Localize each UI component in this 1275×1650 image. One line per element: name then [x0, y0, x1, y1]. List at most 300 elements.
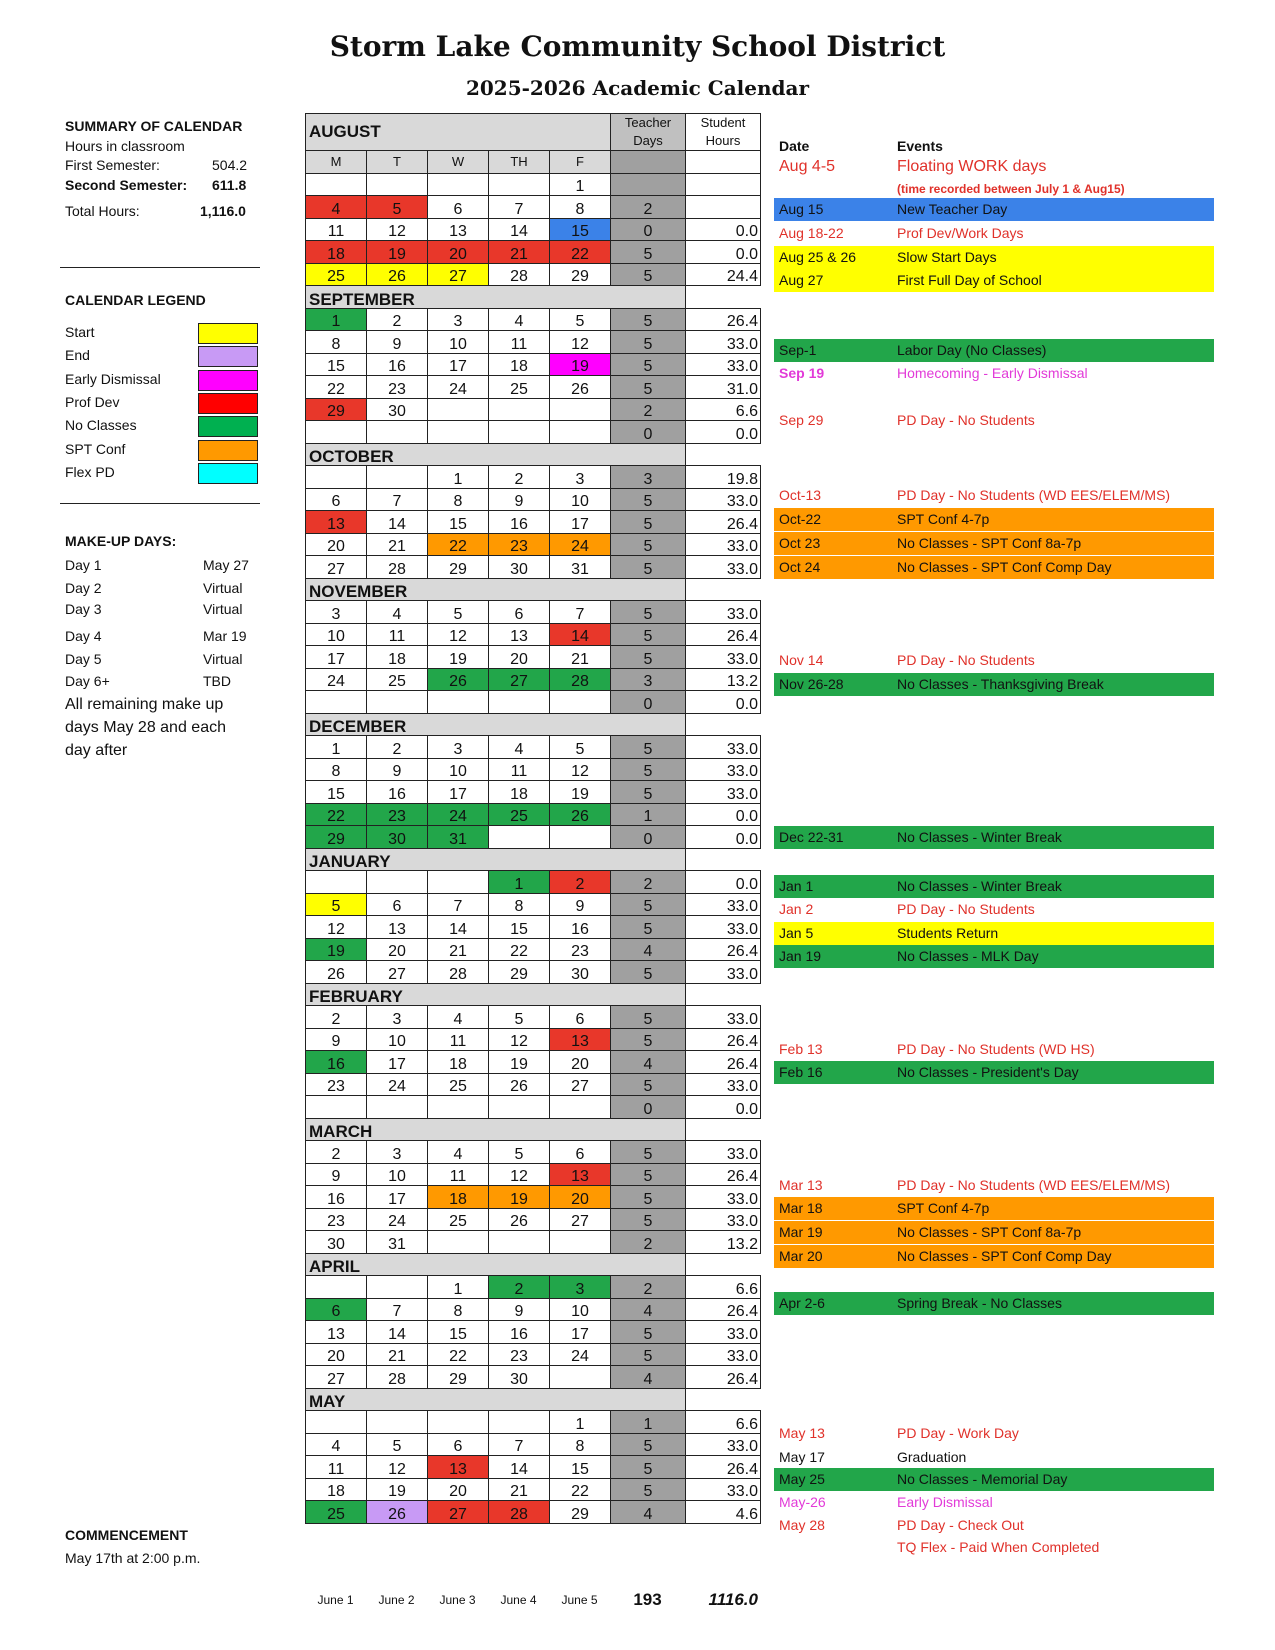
day-cell: [428, 398, 489, 421]
teacher-days-cell: 2: [611, 1276, 686, 1299]
week-row: [306, 196, 761, 219]
student-hours-cell: 33.0: [686, 961, 761, 984]
day-cell: 31: [367, 1231, 428, 1254]
day-cell: [428, 1096, 489, 1119]
teacher-days-cell: 5: [611, 1321, 686, 1344]
day-cell: 21: [489, 1478, 550, 1501]
day-cell: [367, 871, 428, 894]
day-cell: 10: [428, 331, 489, 354]
student-header-line: Student: [700, 115, 746, 130]
event-row: [774, 1197, 1214, 1220]
week-row: [306, 1501, 761, 1524]
day-cell: 18: [489, 781, 550, 804]
week-row: [306, 1163, 761, 1186]
event-date: Sep 19: [779, 365, 825, 381]
event-row: [774, 1221, 1214, 1244]
day-cell: 6: [489, 601, 550, 624]
month-name: JANUARY: [306, 848, 686, 871]
student-hours-cell: 26.4: [686, 1366, 761, 1389]
event-name: Students Return: [897, 925, 999, 941]
teacher-days-cell: 5: [611, 511, 686, 534]
day-cell: 28: [489, 263, 550, 286]
day-cell: 12: [550, 758, 611, 781]
event-name: PD Day - No Students: [897, 652, 1035, 668]
week-row: [306, 421, 761, 444]
day-cell: 23: [489, 533, 550, 556]
day-cell: 11: [489, 758, 550, 781]
teacher-days-cell: 5: [611, 241, 686, 264]
event-date: Apr 2-6: [779, 1295, 825, 1311]
event-row: [774, 269, 1214, 292]
makeup-day: Day 4: [65, 628, 102, 644]
day-cell: 28: [367, 556, 428, 579]
day-cell: 2: [489, 1276, 550, 1299]
day-cell: 30: [489, 556, 550, 579]
legend-swatch: [198, 463, 258, 484]
day-cell: 14: [428, 916, 489, 939]
event-row: [774, 826, 1214, 849]
student-hours-cell: 26.4: [686, 938, 761, 961]
week-row: [306, 1478, 761, 1501]
day-cell: 22: [550, 241, 611, 264]
day-cell: 24: [306, 668, 367, 691]
teacher-days-cell: 0: [611, 691, 686, 714]
day-cell: [367, 1411, 428, 1434]
day-cell: [550, 826, 611, 849]
day-cell: [367, 1096, 428, 1119]
day-cell: 27: [428, 263, 489, 286]
month-row: [306, 578, 761, 601]
day-cell: 20: [489, 646, 550, 669]
day-cell: 19: [489, 1051, 550, 1074]
day-cell: 21: [550, 646, 611, 669]
event-name: No Classes - President's Day: [897, 1064, 1079, 1080]
day-cell: 10: [306, 623, 367, 646]
event-date: Dec 22-31: [779, 829, 844, 845]
makeup-date: Virtual: [203, 651, 243, 667]
week-row: [306, 241, 761, 264]
day-cell: 6: [550, 1141, 611, 1164]
event-row: [774, 409, 1214, 432]
makeup-date: Mar 19: [203, 628, 247, 644]
day-cell: [306, 1276, 367, 1299]
student-hours-cell: 0.0: [686, 421, 761, 444]
legend-swatch: [198, 323, 258, 344]
event-date: Mar 19: [779, 1224, 823, 1240]
day-cell: 16: [489, 511, 550, 534]
teacher-days-cell: 1: [611, 803, 686, 826]
day-cell: [428, 1411, 489, 1434]
weekday-header: TH: [489, 151, 550, 174]
june-label: June 5: [561, 1593, 598, 1607]
weekday-header: M: [306, 151, 367, 174]
day-cell: [306, 1411, 367, 1434]
day-cell: 15: [306, 781, 367, 804]
teacher-days-cell: 5: [611, 1073, 686, 1096]
event-name: PD Day - No Students (WD EES/ELEM/MS): [897, 487, 1171, 503]
day-cell: 20: [428, 1478, 489, 1501]
month-row: [306, 983, 761, 1006]
student-hours-cell: 33.0: [686, 556, 761, 579]
week-row: [306, 173, 761, 196]
event-name: SPT Conf 4-7p: [897, 511, 990, 527]
legend-label: Start: [65, 324, 95, 340]
calendar-cell: [686, 151, 761, 174]
day-cell: 19: [367, 1478, 428, 1501]
week-row: [306, 1231, 761, 1254]
day-cell: 27: [367, 961, 428, 984]
event-name: No Classes - SPT Conf Comp Day: [897, 1248, 1112, 1264]
teacher-days-cell: 0: [611, 218, 686, 241]
day-cell: 30: [550, 961, 611, 984]
summary-heading: SUMMARY OF CALENDAR: [65, 118, 243, 134]
month-row: [306, 443, 761, 466]
day-cell: 1: [428, 1276, 489, 1299]
event-row: [774, 362, 1214, 385]
day-cell: 26: [550, 376, 611, 399]
teacher-days-cell: 5: [611, 1433, 686, 1456]
calendar-cell: [686, 848, 761, 871]
day-cell: 15: [306, 353, 367, 376]
june-label: June 1: [317, 1593, 354, 1607]
day-cell: 3: [306, 601, 367, 624]
day-cell: 13: [428, 218, 489, 241]
week-row: [306, 803, 761, 826]
day-cell: 13: [306, 1321, 367, 1344]
day-cell: 26: [489, 1073, 550, 1096]
week-row: [306, 1028, 761, 1051]
day-cell: 12: [489, 1028, 550, 1051]
day-cell: 11: [367, 623, 428, 646]
event-date: Jan 2: [779, 901, 814, 917]
student-hours-cell: 0.0: [686, 691, 761, 714]
event-date: Jan 1: [779, 878, 814, 894]
legend-swatch: [198, 370, 258, 391]
day-cell: 6: [306, 488, 367, 511]
student-hours-cell: 33.0: [686, 331, 761, 354]
event-name: First Full Day of School: [897, 272, 1042, 288]
day-cell: [428, 173, 489, 196]
day-cell: 20: [367, 938, 428, 961]
day-cell: 2: [367, 736, 428, 759]
student-hours-cell: 13.2: [686, 668, 761, 691]
week-row: [306, 781, 761, 804]
event-date: Mar 13: [779, 1177, 823, 1193]
day-cell: 15: [550, 218, 611, 241]
teacher-days-cell: 2: [611, 196, 686, 219]
day-cell: 11: [306, 1456, 367, 1479]
student-hours-cell: 6.6: [686, 1411, 761, 1434]
student-hours-cell: 33.0: [686, 1073, 761, 1096]
day-cell: 10: [428, 758, 489, 781]
day-cell: 14: [367, 511, 428, 534]
day-cell: 18: [428, 1186, 489, 1209]
event-name: No Classes - SPT Conf 8a-7p: [897, 535, 1082, 551]
teacher-days-cell: 5: [611, 916, 686, 939]
calendar-cell: [686, 1253, 761, 1276]
week-row: [306, 1208, 761, 1231]
student-hours-cell: 0.0: [686, 803, 761, 826]
event-name: New Teacher Day: [897, 201, 1008, 217]
june-label: June 2: [378, 1593, 415, 1607]
day-cell: 22: [306, 803, 367, 826]
day-cell: 28: [550, 668, 611, 691]
teacher-header-line: Days: [633, 133, 663, 148]
event-name: Homecoming - Early Dismissal: [897, 365, 1088, 381]
student-hours-cell: 0.0: [686, 1096, 761, 1119]
day-cell: 16: [306, 1051, 367, 1074]
teacher-days-cell: 4: [611, 1366, 686, 1389]
day-cell: [489, 1231, 550, 1254]
day-cell: 10: [550, 1298, 611, 1321]
divider: [60, 503, 260, 504]
day-cell: 29: [550, 263, 611, 286]
day-cell: 27: [550, 1208, 611, 1231]
day-cell: 11: [489, 331, 550, 354]
day-cell: 24: [428, 803, 489, 826]
day-cell: 20: [550, 1051, 611, 1074]
day-cell: [428, 871, 489, 894]
day-cell: 15: [428, 511, 489, 534]
week-row: [306, 1051, 761, 1074]
student-hours-cell: 31.0: [686, 376, 761, 399]
event-row: [774, 532, 1214, 555]
day-cell: 6: [428, 1433, 489, 1456]
week-row: [306, 556, 761, 579]
day-cell: 24: [367, 1073, 428, 1096]
event-date: Aug 27: [779, 272, 824, 288]
week-row: [306, 511, 761, 534]
teacher-days-cell: 4: [611, 1298, 686, 1321]
event-name: No Classes - SPT Conf Comp Day: [897, 559, 1112, 575]
day-cell: 27: [306, 556, 367, 579]
student-hours-cell: 33.0: [686, 646, 761, 669]
student-hours-cell: 33.0: [686, 533, 761, 556]
student-hours-cell: 6.6: [686, 398, 761, 421]
event-name: No Classes - Thanksgiving Break: [897, 676, 1104, 692]
day-cell: 5: [367, 1433, 428, 1456]
day-cell: 17: [367, 1051, 428, 1074]
teacher-days-cell: 4: [611, 938, 686, 961]
day-cell: [367, 691, 428, 714]
day-cell: 8: [428, 1298, 489, 1321]
event-row: [774, 180, 1214, 198]
event-row: [774, 484, 1214, 507]
teacher-days-cell: 5: [611, 646, 686, 669]
day-cell: 1: [306, 736, 367, 759]
event-row: [774, 1536, 1214, 1559]
student-hours-cell: 19.8: [686, 466, 761, 489]
calendar-cell: [686, 443, 761, 466]
week-row: [306, 466, 761, 489]
day-cell: 14: [367, 1321, 428, 1344]
week-row: [306, 1073, 761, 1096]
day-cell: 5: [550, 308, 611, 331]
student-hours-cell: 26.4: [686, 1456, 761, 1479]
day-cell: 23: [550, 938, 611, 961]
day-cell: [428, 421, 489, 444]
week-row: [306, 1276, 761, 1299]
month-name: MARCH: [306, 1118, 686, 1141]
teacher-days-cell: 5: [611, 736, 686, 759]
day-cell: 20: [306, 533, 367, 556]
day-cell: [489, 173, 550, 196]
event-name: Slow Start Days: [897, 249, 997, 265]
day-cell: 4: [306, 196, 367, 219]
day-cell: 30: [306, 1231, 367, 1254]
month-row: [306, 848, 761, 871]
event-row: [774, 155, 1214, 178]
teacher-days-cell: 3: [611, 466, 686, 489]
teacher-days-cell: [611, 173, 686, 196]
day-cell: 7: [489, 1433, 550, 1456]
day-cell: 18: [306, 1478, 367, 1501]
student-hours-cell: 33.0: [686, 1343, 761, 1366]
commencement-heading: COMMENCEMENT: [65, 1527, 188, 1543]
event-name: SPT Conf 4-7p: [897, 1200, 990, 1216]
day-cell: 10: [550, 488, 611, 511]
legend-label: SPT Conf: [65, 440, 126, 457]
day-cell: 2: [306, 1006, 367, 1029]
day-cell: 17: [306, 646, 367, 669]
student-hours-header: [686, 114, 761, 151]
day-cell: 13: [306, 511, 367, 534]
month-name: FEBRUARY: [306, 983, 686, 1006]
day-cell: 12: [367, 1456, 428, 1479]
makeup-date: Virtual: [203, 580, 243, 596]
student-hours-cell: 6.6: [686, 1276, 761, 1299]
makeup-heading: MAKE-UP DAYS:: [65, 533, 177, 549]
calendar-cell: [686, 1388, 761, 1411]
events-date-heading: Date: [779, 138, 810, 154]
day-cell: 26: [550, 803, 611, 826]
teacher-days-cell: 5: [611, 961, 686, 984]
event-date: May-26: [779, 1494, 826, 1510]
event-name: No Classes - MLK Day: [897, 948, 1039, 964]
day-cell: 5: [367, 196, 428, 219]
event-name: No Classes - SPT Conf 8a-7p: [897, 1224, 1082, 1240]
day-cell: [367, 1276, 428, 1299]
teacher-days-cell: 4: [611, 1051, 686, 1074]
teacher-days-cell: 5: [611, 1456, 686, 1479]
student-hours-cell: [686, 173, 761, 196]
event-name: TQ Flex - Paid When Completed: [897, 1539, 1100, 1555]
day-cell: 18: [367, 646, 428, 669]
day-cell: 25: [367, 668, 428, 691]
day-cell: 9: [550, 893, 611, 916]
day-cell: 1: [489, 871, 550, 894]
week-row: [306, 488, 761, 511]
day-cell: 11: [306, 218, 367, 241]
student-hours-cell: 26.4: [686, 1298, 761, 1321]
day-cell: 25: [489, 803, 550, 826]
event-date: Aug 15: [779, 201, 824, 217]
divider: [60, 267, 260, 268]
student-hours-cell: 13.2: [686, 1231, 761, 1254]
day-cell: 14: [489, 218, 550, 241]
event-date: Oct 24: [779, 559, 821, 575]
week-row: [306, 533, 761, 556]
day-cell: 4: [489, 308, 550, 331]
event-name: PD Day - Work Day: [897, 1425, 1019, 1441]
page-title: Storm Lake Community School District: [329, 30, 946, 63]
day-cell: 29: [550, 1501, 611, 1524]
event-name: No Classes - Winter Break: [897, 829, 1062, 845]
day-cell: 12: [550, 331, 611, 354]
event-row: [774, 1468, 1214, 1491]
week-row: [306, 1141, 761, 1164]
day-cell: 21: [367, 533, 428, 556]
event-date: May 17: [779, 1449, 825, 1465]
day-cell: 1: [306, 308, 367, 331]
makeup-day: Day 5: [65, 651, 102, 667]
day-cell: 25: [428, 1073, 489, 1096]
day-cell: 25: [306, 263, 367, 286]
event-name: Spring Break - No Classes: [897, 1295, 1062, 1311]
week-row: [306, 331, 761, 354]
day-cell: [367, 421, 428, 444]
teacher-days-cell: 5: [611, 601, 686, 624]
day-cell: [306, 466, 367, 489]
day-cell: 7: [428, 893, 489, 916]
day-cell: [489, 398, 550, 421]
day-cell: 23: [367, 376, 428, 399]
day-cell: 7: [367, 1298, 428, 1321]
student-hours-cell: 24.4: [686, 263, 761, 286]
header-row: [306, 114, 761, 151]
teacher-days-cell: 5: [611, 893, 686, 916]
makeup-note-line: days May 28 and each: [65, 719, 226, 736]
week-row: [306, 1343, 761, 1366]
day-cell: 17: [428, 353, 489, 376]
student-hours-cell: 0.0: [686, 871, 761, 894]
day-cell: 17: [367, 1186, 428, 1209]
day-cell: 3: [428, 308, 489, 331]
day-cell: 6: [306, 1298, 367, 1321]
event-row: [774, 508, 1214, 531]
teacher-days-cell: 5: [611, 758, 686, 781]
month-name: DECEMBER: [306, 713, 686, 736]
day-cell: 6: [428, 196, 489, 219]
event-date: Nov 14: [779, 652, 824, 668]
month-name: MAY: [306, 1388, 686, 1411]
student-hours-cell: 33.0: [686, 916, 761, 939]
legend-swatch: [198, 393, 258, 414]
student-hours-cell: 0.0: [686, 218, 761, 241]
event-date: Feb 16: [779, 1064, 823, 1080]
student-hours-cell: 33.0: [686, 781, 761, 804]
day-cell: 24: [550, 533, 611, 556]
day-cell: 2: [489, 466, 550, 489]
june-label: June 3: [439, 1593, 476, 1607]
day-cell: [306, 421, 367, 444]
teacher-days-cell: 5: [611, 556, 686, 579]
makeup-date: Virtual: [203, 601, 243, 617]
teacher-days-cell: 5: [611, 353, 686, 376]
event-date: Feb 13: [779, 1041, 823, 1057]
day-cell: [550, 1366, 611, 1389]
event-date: Jan 19: [779, 948, 822, 964]
day-cell: 15: [428, 1321, 489, 1344]
day-cell: 27: [489, 668, 550, 691]
day-cell: 8: [306, 331, 367, 354]
event-row: [774, 1061, 1214, 1084]
event-date: Aug 18-22: [779, 225, 844, 241]
teacher-days-cell: 5: [611, 781, 686, 804]
day-cell: 27: [550, 1073, 611, 1096]
event-date: Aug 4-5: [779, 158, 836, 175]
day-cell: 27: [306, 1366, 367, 1389]
